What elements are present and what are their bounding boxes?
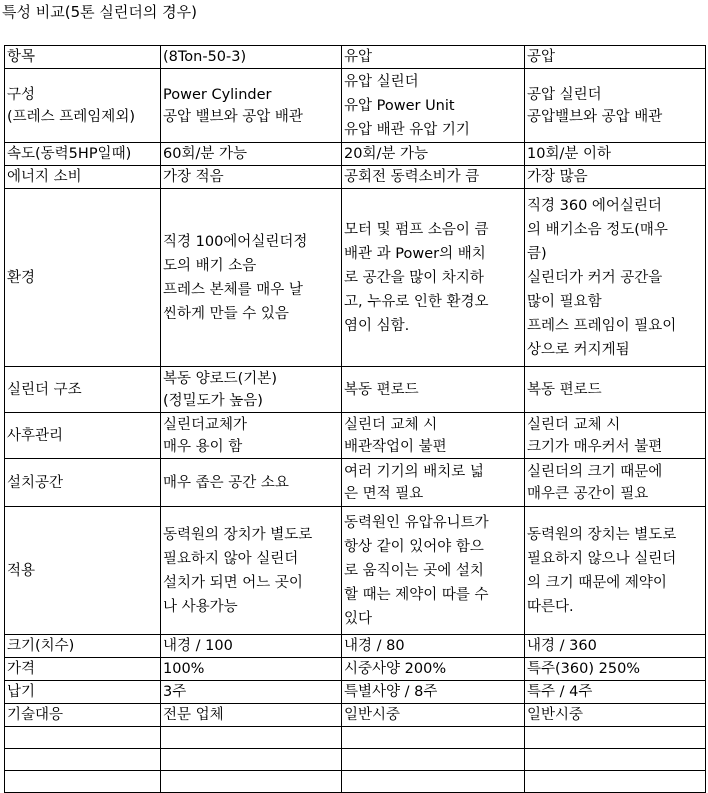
cell-line: 상으로 커지게됨 <box>527 341 630 358</box>
cell-line: 염이 심함. <box>344 317 410 334</box>
cell-line: 프레스 본체를 매우 날 <box>163 281 303 298</box>
cell-line: 직경 100에어실린더정 <box>163 233 308 250</box>
cell-pneumatic: 복동 편로드 <box>525 367 706 413</box>
cell-power-cylinder: 전문 업체 <box>161 704 342 727</box>
cell-line: 동력원인 유압유니트가 <box>344 514 489 531</box>
cell-line: 직경 360 에어실린더 <box>527 197 662 214</box>
comparison-table <box>4 45 706 793</box>
cell-hydraulic: 공회전 동력소비가 큼 <box>342 166 525 189</box>
cell-power-cylinder: 100% <box>161 658 342 681</box>
cell-line: (정밀도가 높음) <box>163 392 263 409</box>
cell-line: 따른다. <box>527 598 574 615</box>
row-label: 실린더 구조 <box>5 367 161 413</box>
empty-cell <box>161 771 342 793</box>
cell-line: 은 면적 필요 <box>344 485 424 502</box>
cell-power-cylinder: 60회/분 가능 <box>161 143 342 166</box>
row-label: 속도(동력5HP일때) <box>5 143 161 166</box>
cell-hydraulic: 내경 / 80 <box>342 635 525 658</box>
cell-hydraulic <box>342 459 525 507</box>
cell-pneumatic: 내경 / 360 <box>525 635 706 658</box>
row-label <box>5 69 161 143</box>
cell-line: 의 크기 때문에 제약이 <box>527 574 667 591</box>
row-label: 크기(치수) <box>5 635 161 658</box>
empty-cell <box>525 771 706 793</box>
cell-power-cylinder: 3주 <box>161 681 342 704</box>
row-label-line: 구성 <box>7 86 36 103</box>
table-row <box>5 635 706 658</box>
row-label-subline: (프레스 프레임제외) <box>7 108 135 125</box>
cell-line: 씬하게 만들 수 있음 <box>163 305 289 322</box>
cell-power-cylinder <box>161 189 342 367</box>
cell-line: 공압밸브와 공압 배관 <box>527 108 663 125</box>
cell-hydraulic <box>342 69 525 143</box>
cell-line: 유압 배관 유압 기기 <box>344 121 470 138</box>
cell-line: 필요하지 않아 실린더 <box>163 550 299 567</box>
table-row <box>5 69 706 143</box>
cell-line: 할 때는 제약이 따를 수 <box>344 586 489 603</box>
cell-pneumatic: 특주(360) 250% <box>525 658 706 681</box>
cell-pneumatic: 특주 / 4주 <box>525 681 706 704</box>
cell-hydraulic <box>342 507 525 635</box>
row-label: 사후관리 <box>5 413 161 459</box>
cell-line: 프레스 프레임이 필요이 <box>527 317 677 334</box>
cell-line: 매우 용이 함 <box>163 438 243 455</box>
cell-line: 유압 Power Unit <box>344 97 455 114</box>
cell-hydraulic: 일반시중 <box>342 704 525 727</box>
cell-line: Power Cylinder <box>163 86 272 103</box>
cell-line: 동력원의 장치가 별도로 <box>163 526 313 543</box>
table-row <box>5 658 706 681</box>
cell-line: 로 공간을 많이 차지하 <box>344 269 484 286</box>
cell-line: 도의 배기 소음 <box>163 257 257 274</box>
cell-line: 필요하지 않으나 실린더 <box>527 550 677 567</box>
cell-pneumatic <box>525 413 706 459</box>
cell-line: 공압 실린더 <box>527 86 602 103</box>
cell-power-cylinder: 매우 좁은 공간 소요 <box>161 459 342 507</box>
cell-power-cylinder: 가장 적음 <box>161 166 342 189</box>
cell-line: 고, 누유로 인한 환경오 <box>344 293 489 310</box>
cell-power-cylinder <box>161 507 342 635</box>
row-label: 납기 <box>5 681 161 704</box>
cell-hydraulic: 복동 편로드 <box>342 367 525 413</box>
cell-hydraulic: 특별사양 / 8주 <box>342 681 525 704</box>
cell-pneumatic <box>525 507 706 635</box>
table-row <box>5 143 706 166</box>
row-label: 환경 <box>5 189 161 367</box>
table-row <box>5 459 706 507</box>
header-hydraulic: 유압 <box>342 46 525 69</box>
table-row <box>5 704 706 727</box>
cell-line: 설치가 되면 어느 곳이 <box>163 574 303 591</box>
cell-power-cylinder: 내경 / 100 <box>161 635 342 658</box>
empty-cell <box>5 771 161 793</box>
cell-line: 실린더교체가 <box>163 416 248 433</box>
empty-cell <box>5 749 161 771</box>
cell-pneumatic <box>525 459 706 507</box>
cell-power-cylinder <box>161 413 342 459</box>
row-label: 적용 <box>5 507 161 635</box>
cell-hydraulic <box>342 189 525 367</box>
row-label: 설치공간 <box>5 459 161 507</box>
row-label: 기술대응 <box>5 704 161 727</box>
empty-cell <box>161 749 342 771</box>
header-pneumatic: 공압 <box>525 46 706 69</box>
cell-line: 공압 밸브와 공압 배관 <box>163 108 303 125</box>
empty-row <box>5 727 706 749</box>
empty-cell <box>5 727 161 749</box>
cell-line: 많이 필요함 <box>527 293 602 310</box>
row-label: 에너지 소비 <box>5 166 161 189</box>
cell-power-cylinder <box>161 367 342 413</box>
cell-hydraulic: 20회/분 가능 <box>342 143 525 166</box>
cell-line: 실린더의 크기 때문에 <box>527 463 663 480</box>
cell-line: 배관 과 Power의 배치 <box>344 245 486 262</box>
cell-line: 로 움직이는 곳에 설치 <box>344 562 484 579</box>
cell-power-cylinder <box>161 69 342 143</box>
cell-line: 의 배기소음 정도(매우 <box>527 221 668 238</box>
header-power-cylinder: (8Ton-50-3) <box>161 46 342 69</box>
cell-pneumatic: 가장 많음 <box>525 166 706 189</box>
cell-line: 큼) <box>527 245 547 262</box>
cell-line: 실린더가 커거 공간을 <box>527 269 663 286</box>
empty-cell <box>342 771 525 793</box>
cell-line: 복동 양로드(기본) <box>163 370 277 387</box>
cell-line: 실린더 교체 시 <box>527 416 621 433</box>
header-item: 항목 <box>5 46 161 69</box>
empty-cell <box>342 749 525 771</box>
empty-row <box>5 749 706 771</box>
empty-cell <box>161 727 342 749</box>
empty-cell <box>342 727 525 749</box>
cell-line: 나 사용가능 <box>163 598 238 615</box>
empty-cell <box>525 727 706 749</box>
cell-line: 모터 및 펌프 소음이 큼 <box>344 221 489 238</box>
table-row <box>5 166 706 189</box>
table-row <box>5 507 706 635</box>
table-row <box>5 189 706 367</box>
table-row <box>5 367 706 413</box>
empty-row <box>5 771 706 793</box>
table-row <box>5 681 706 704</box>
cell-pneumatic <box>525 69 706 143</box>
cell-line: 동력원의 장치는 별도로 <box>527 526 677 543</box>
cell-line: 있다 <box>344 610 373 627</box>
cell-pneumatic <box>525 189 706 367</box>
cell-line: 매우큰 공간이 필요 <box>527 485 649 502</box>
cell-line: 배관작업이 불편 <box>344 438 447 455</box>
page-title: 특성 비교(5톤 실린더의 경우) <box>2 3 197 21</box>
cell-line: 여러 기기의 배치로 넓 <box>344 463 484 480</box>
table-header-row <box>5 46 706 69</box>
cell-line: 실린더 교체 시 <box>344 416 438 433</box>
empty-cell <box>525 749 706 771</box>
cell-pneumatic: 일반시중 <box>525 704 706 727</box>
cell-hydraulic <box>342 413 525 459</box>
cell-line: 크기가 매우커서 불편 <box>527 438 663 455</box>
table-row <box>5 413 706 459</box>
row-label: 가격 <box>5 658 161 681</box>
cell-line: 유압 실린더 <box>344 73 419 90</box>
cell-hydraulic: 시중사양 200% <box>342 658 525 681</box>
cell-line: 항상 같이 있어야 함으 <box>344 538 484 555</box>
cell-pneumatic: 10회/분 이하 <box>525 143 706 166</box>
